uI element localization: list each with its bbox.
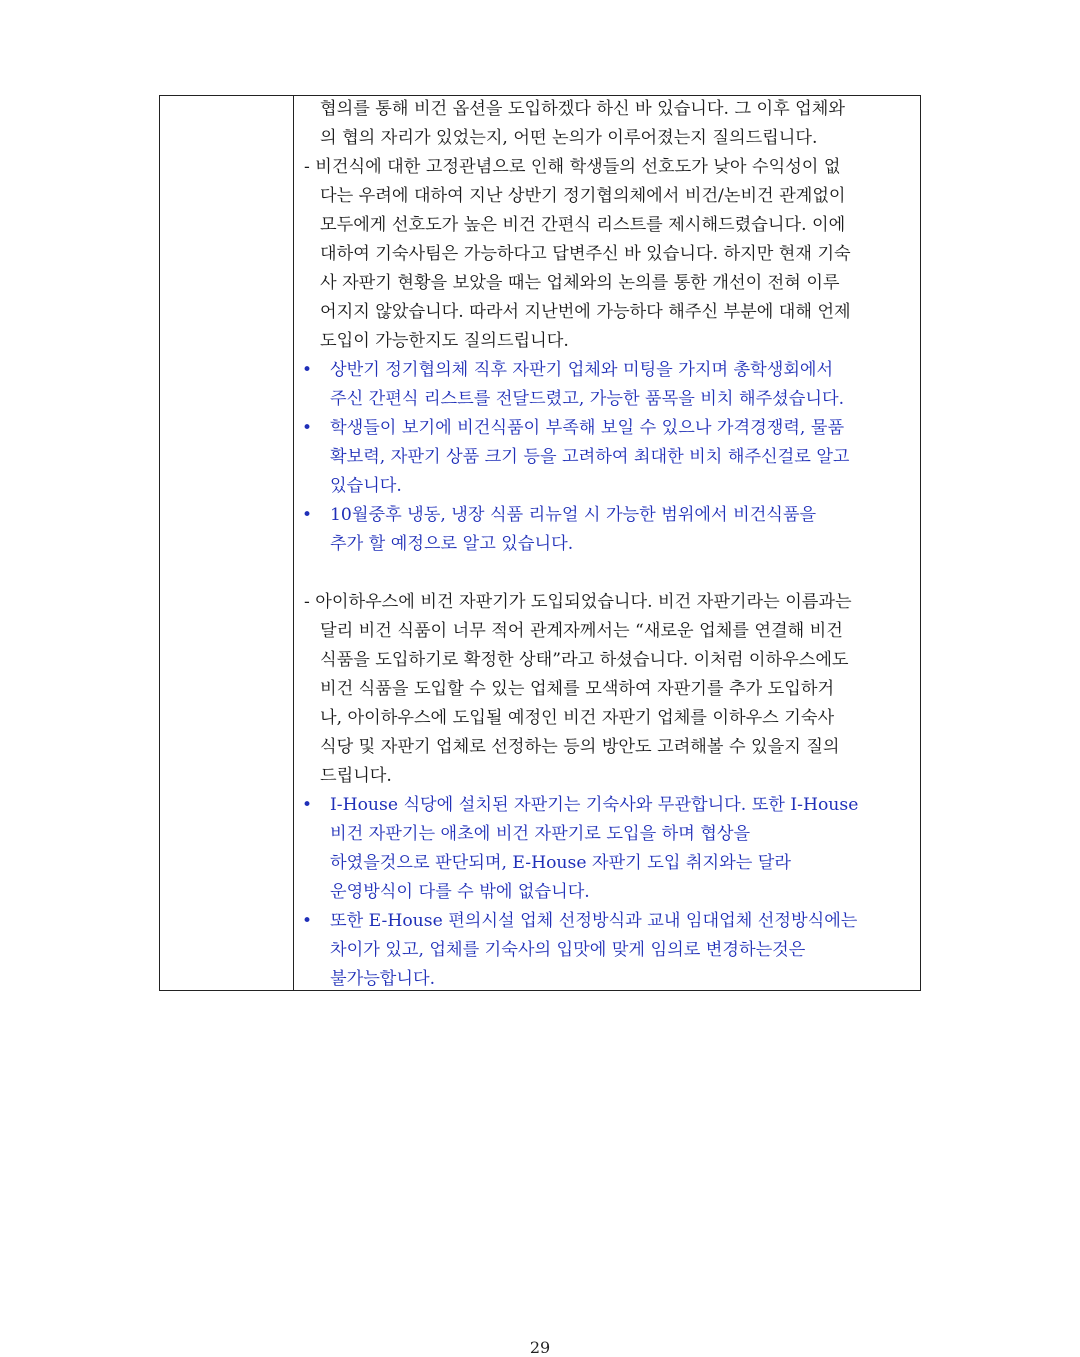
answer-line: 비건 자판기는 애초에 비건 자판기로 도입을 하며 협상을	[330, 824, 751, 844]
question-item: - 비건식에 대한 고정관념으로 인해 학생들의 선호도가 낮아 수익성이 없	[304, 157, 841, 177]
table-content-cell	[294, 96, 920, 990]
text-line: 어지지 않았습니다. 따라서 지난번에 가능하다 해주신 부분에 대해 언제	[320, 302, 851, 322]
answer-item: 학생들이 보기에 비건식품이 부족해 보일 수 있으나 가격경쟁력, 물품	[330, 418, 845, 438]
answer-line: 차이가 있고, 업체를 기숙사의 입맛에 맞게 임의로 변경하는것은	[330, 940, 806, 960]
answer-line: 확보력, 자판기 상품 크기 등을 고려하여 최대한 비치 해주신걸로 알고	[330, 447, 850, 467]
answer-line: 운영방식이 다를 수 밖에 없습니다.	[330, 882, 590, 902]
bullet-icon: •	[302, 360, 313, 380]
answer-item: I-House 식당에 설치된 자판기는 기숙사와 무관합니다. 또한 I-House	[330, 795, 859, 815]
text-line: 대하여 기숙사팀은 가능하다고 답변주신 바 있습니다. 하지만 현재 기숙	[320, 244, 851, 264]
answer-item: 10월중후 냉동, 냉장 식품 리뉴얼 시 가능한 범위에서 비건식품을	[330, 505, 817, 525]
text-line: 협의를 통해 비건 옵션을 도입하겠다 하신 바 있습니다. 그 이후 업체와	[320, 99, 845, 119]
answer-item: 상반기 정기협의체 직후 자판기 업체와 미팅을 가지며 총학생회에서	[330, 360, 834, 380]
bullet-icon: •	[302, 505, 313, 525]
text-line: 사 자판기 현황을 보았을 때는 업체와의 논의를 통한 개선이 전혀 이루	[320, 273, 840, 293]
answer-line: 추가 할 예정으로 알고 있습니다.	[330, 534, 574, 554]
bullet-icon: •	[302, 795, 313, 815]
text-line: 모두에게 선호도가 높은 비건 간편식 리스트를 제시해드렸습니다. 이에	[320, 215, 846, 235]
table-left-cell	[160, 96, 294, 990]
question-item: - 아이하우스에 비건 자판기가 도입되었습니다. 비건 자판기라는 이름과는	[304, 592, 852, 612]
text-line: 나, 아이하우스에 도입될 예정인 비건 자판기 업체를 이하우스 기숙사	[320, 708, 835, 728]
text-line: 달리 비건 식품이 너무 적어 관계자께서는 “새로운 업체를 연결해 비건	[320, 621, 843, 641]
text-line: 비건 식품을 도입할 수 있는 업체를 모색하여 자판기를 추가 도입하거	[320, 679, 835, 699]
answer-line: 불가능합니다.	[330, 969, 436, 989]
answer-line: 하였을것으로 판단되며, E-House 자판기 도입 취지와는 달라	[330, 853, 791, 873]
bullet-icon: •	[302, 911, 313, 931]
answer-line: 있습니다.	[330, 476, 402, 496]
answer-line: 주신 간편식 리스트를 전달드렸고, 가능한 품목을 비치 해주셨습니다.	[330, 389, 845, 409]
bullet-icon: •	[302, 418, 313, 438]
answer-item: 또한 E-House 편의시설 업체 선정방식과 교내 임대업체 선정방식에는	[330, 911, 858, 931]
text-line: 식품을 도입하기로 확정한 상태”라고 하셨습니다. 이처럼 이하우스에도	[320, 650, 849, 670]
document-table	[159, 95, 921, 991]
text-line: 드립니다.	[320, 766, 392, 786]
text-line: 의 협의 자리가 있었는지, 어떤 논의가 이루어졌는지 질의드립니다.	[320, 128, 818, 148]
text-line: 도입이 가능한지도 질의드립니다.	[320, 331, 569, 351]
text-line: 다는 우려에 대하여 지난 상반기 정기협의체에서 비건/논비건 관계없이	[320, 186, 846, 206]
text-line: 식당 및 자판기 업체로 선정하는 등의 방안도 고려해볼 수 있을지 질의	[320, 737, 840, 757]
page-number: 29	[529, 1338, 551, 1357]
